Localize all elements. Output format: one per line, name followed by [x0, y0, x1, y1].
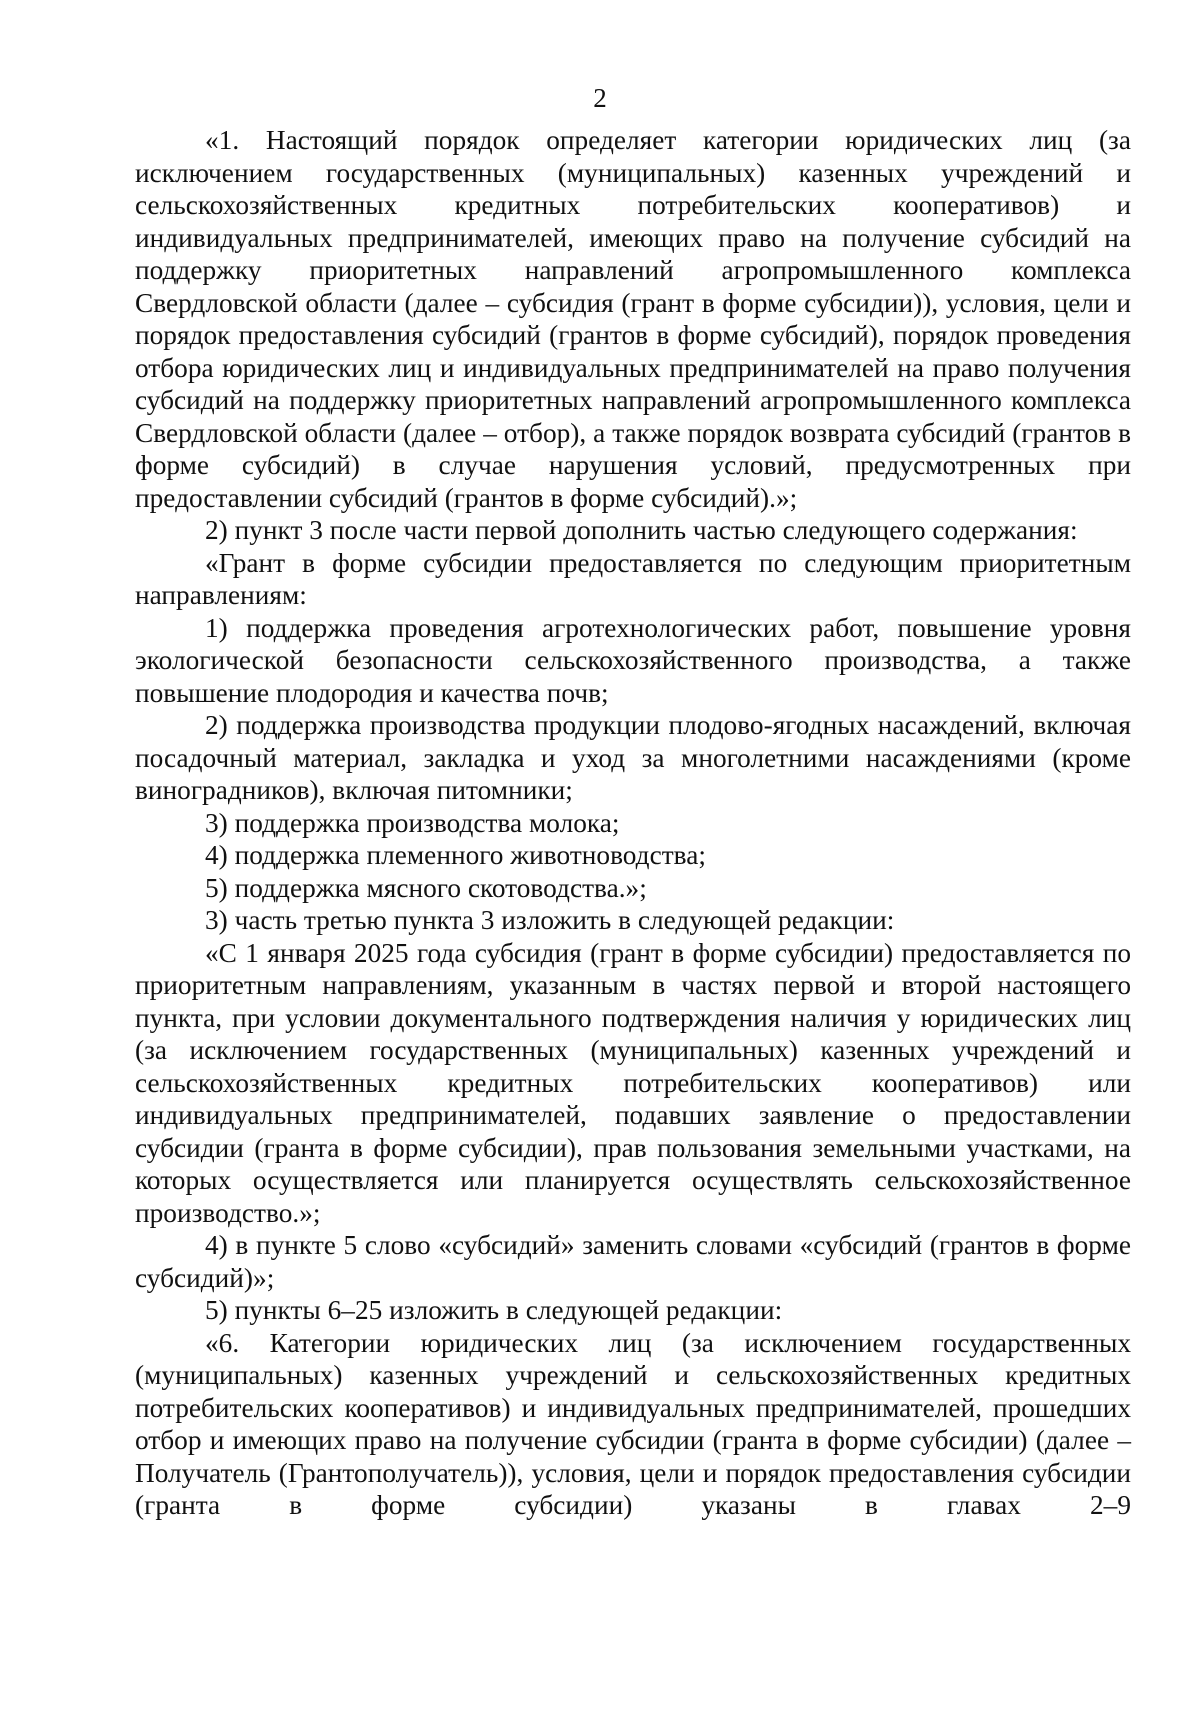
- paragraph-grant-intro: «Грант в форме субсидии предоставляется по следующим приоритетным направлениям:: [135, 547, 1131, 610]
- paragraph-amendment-2: 2) пункт 3 после части первой дополнить частью следующего содержания:: [205, 515, 1078, 545]
- page-number: 2: [593, 83, 607, 113]
- paragraph-item-6: «6. Категории юридических лиц (за исключением государственных (муниципальных) казенных учреждений и сельскохозяйственных кредитных потребительских кооперативов) и индивидуальных предпринимателей, прошедших отбор и имеющих право на получение субсидии (гранта в форме субсидии) (далее – Получатель (Грантополучатель)), условия, цели и порядок предоставления субсидии (гранта в форме субсидии) указаны в главах 2–9: [135, 1327, 1131, 1520]
- paragraph-amendment-5: 5) пункты 6–25 изложить в следующей редакции:: [205, 1295, 783, 1325]
- list-item-5: 5) поддержка мясного скотоводства.»;: [205, 872, 647, 903]
- paragraph-from-2025: «С 1 января 2025 года субсидия (грант в форме субсидии) предоставляется по приоритетным направлениям, указанным в частях первой и второй настоящего пункта, при условии документального подтверждения наличия у юридических лиц (за исключением государственных (муниципальных) казенных учреждений и сельскохозяйственных кредитных потребительских кооперативов) или индивидуальных предпринимателей, подавших заявление о предоставлении субсидии (гранта в форме субсидии), прав пользования земельными участками, на которых осуществляется или планируется осуществлять сельскохозяйственное производство.»;: [135, 937, 1131, 1228]
- paragraph-item-1: «1. Настоящий порядок определяет категории юридических лиц (за исключением государственных (муниципальных) казенных учреждений и сельскохозяйственных кредитных потребительских кооперативов) и индивидуальных предпринимателей, имеющих право на получение субсидий на поддержку приоритетных направлений агропромышленного комплекса Свердловской области (далее – субсидия (грант в форме субсидии)), условия, цели и порядок предоставления субсидий (грантов в форме субсидий), порядок проведения отбора юридических лиц и индивидуальных предпринимателей на право получения субсидий на поддержку приоритетных направлений агропромышленного комплекса Свердловской области (далее – отбор), а также порядок возврата субсидий (грантов в форме субсидий) в случае нарушения условий, предусмотренных при предоставлении субсидий (грантов в форме субсидий).»;: [135, 125, 1131, 513]
- paragraph-amendment-4: 4) в пункте 5 слово «субсидий» заменить словами «субсидий (грантов в форме субсидий)»;: [135, 1230, 1131, 1293]
- paragraph-amendment-3: 3) часть третью пункта 3 изложить в следующей редакции:: [205, 905, 895, 935]
- list-item-4: 4) поддержка племенного животноводства;: [205, 840, 706, 870]
- list-item-3: 3) поддержка производства молока;: [205, 807, 620, 838]
- list-item-2: 2) поддержка производства продукции плодово-ягодных насаждений, включая посадочный материал, закладка и уход за многолетними насаждениями (кроме виноградников), включая питомники;: [135, 710, 1131, 805]
- document-body: [135, 124, 1131, 1522]
- list-item-1: 1) поддержка проведения агротехнологических работ, повышение уровня экологической безопасности сельскохозяйственного производства, а также повышение плодородия и качества почв;: [135, 612, 1131, 708]
